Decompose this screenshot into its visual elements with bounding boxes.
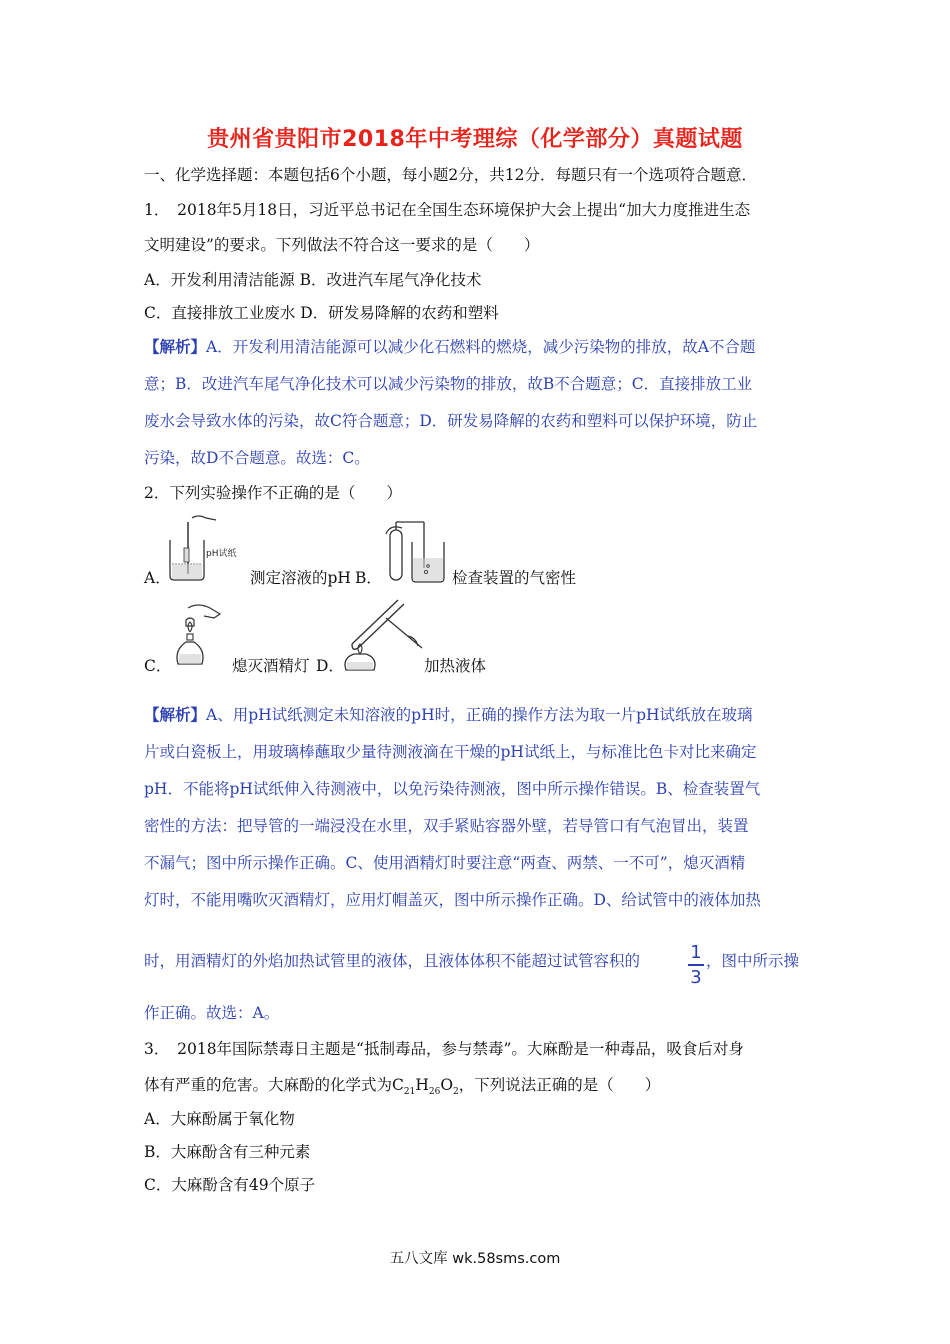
formula-subscript-c: 21 [403,1087,416,1098]
section-intro: 一、化学选择题：本题包括6个小题，每小题2分，共12分．每题只有一个选项符合题意． [144,166,757,184]
q1-options-ab: A．开发利用清洁能源 B．改进汽车尾气净化技术 [144,271,482,289]
q2-analysis-line8: 作正确。故选：A。 [144,1004,280,1022]
analysis-tag: 【解析】 [144,705,207,724]
q2-option-b-text: 检查装置的气密性 [452,569,577,587]
q2-option-b-letter: B． [355,569,382,587]
ph-paper-label: pH试纸 [206,549,237,559]
q3-option-a: A．大麻酚属于氧化物 [144,1110,295,1128]
fraction-one-third [688,942,704,988]
q1-analysis-line2: 意；B．改进汽车尾气净化技术可以减少污染物的排放，故B不合题意；C．直接排放工业 [144,375,753,393]
fraction-bar [688,964,704,966]
q1-stem-line2: 文明建设”的要求。下列做法不符合这一要求的是（ ） [144,236,540,254]
q2-analysis-line2: 片或白瓷板上，用玻璃棒蘸取少量待测液滴在干燥的pH试纸上，与标准比色卡对比来确定 [144,743,757,761]
q2-option-a-letter: A． [144,569,171,587]
q2-stem: 2．下列实验操作不正确的是（ ） [144,484,402,502]
lamp-extinguish-illustration [168,600,232,672]
q2-option-d-letter: D． [316,657,344,675]
q2-analysis-line4: 密性的方法：把导管的一端浸没在水里，双手紧贴容器外壁，若导管口有气泡冒出，装置 [144,817,749,835]
q1-stem-line1: 1． 2018年5月18日，习近平总书记在全国生态环境保护大会上提出“加大力度推进生态 [144,201,751,219]
q2-option-d-text: 加热液体 [424,657,487,675]
page-title: 贵州省贵阳市2018年中考理综（化学部分）真题试题 [207,127,743,152]
q2-analysis-line6: 灯时，不能用嘴吹灭酒精灯，应用灯帽盖灭，图中所示操作正确。D、给试管中的液体加热 [144,891,761,909]
formula-h: H [415,1076,429,1094]
airtightness-illustration [378,514,450,584]
q2-option-c-text: 熄灭酒精灯 [232,657,310,675]
q3-option-b: B．大麻酚含有三种元素 [144,1143,311,1161]
q2-option-c-letter: C． [144,657,172,675]
q3-stem-tail: ，下列说法正确的是（ ） [458,1076,661,1094]
fraction-denominator: 3 [690,966,702,988]
heating-liquid-illustration [338,596,430,672]
q2-analysis-text1: A、用pH试纸测定未知溶液的pH时，正确的操作方法为取一片pH试纸放在玻璃 [206,706,753,724]
q1-analysis-line1 [144,335,755,357]
q2-option-a-text: 测定溶液的pH [250,569,351,587]
q2-analysis-line1 [144,703,753,725]
q2-analysis-line7b: ，图中所示操 [706,952,800,970]
q2-analysis-line5: 不漏气；图中所示操作正确。C、使用酒精灯时要注意“两查、两禁、一不可”，熄灭酒精 [144,854,746,872]
formula-subscript-o: 2 [453,1087,459,1098]
q3-stem-text: 体有严重的危害。大麻酚的化学式为C [144,1076,404,1094]
q1-options-cd: C．直接排放工业废水 D．研发易降解的农药和塑料 [144,304,499,322]
ph-test-illustration [162,512,254,584]
q1-analysis-line4: 污染，故D不合题意。故选：C。 [144,449,370,467]
analysis-tag: 【解析】 [144,337,207,356]
q3-stem-line2 [144,1073,660,1097]
fraction-numerator: 1 [690,942,702,963]
formula-o: O [440,1076,454,1094]
formula-subscript-h: 26 [428,1087,441,1098]
q3-stem-line1: 3． 2018年国际禁毒日主题是“抵制毒品，参与禁毒”。大麻酚是一种毒品，吸食后对身 [144,1040,744,1058]
q2-analysis-line7a: 时，用酒精灯的外焰加热试管里的液体，且液体体积不能超过试管容积的 [144,952,641,970]
q1-analysis-line3: 废水会导致水体的污染，故C符合题意；D．研发易降解的农药和塑料可以保护环境，防止 [144,412,758,430]
q2-analysis-line3: pH．不能将pH试纸伸入待测液中，以免污染待测液，图中所示操作错误。B、检查装置气 [144,780,761,798]
q1-analysis-text1: A．开发利用清洁能源可以减少化石燃料的燃烧，减少污染物的排放，故A不合题 [206,338,756,356]
q3-option-c: C．大麻酚含有49个原子 [144,1176,316,1194]
page-footer: 五八文库 wk.58sms.com [389,1251,561,1267]
